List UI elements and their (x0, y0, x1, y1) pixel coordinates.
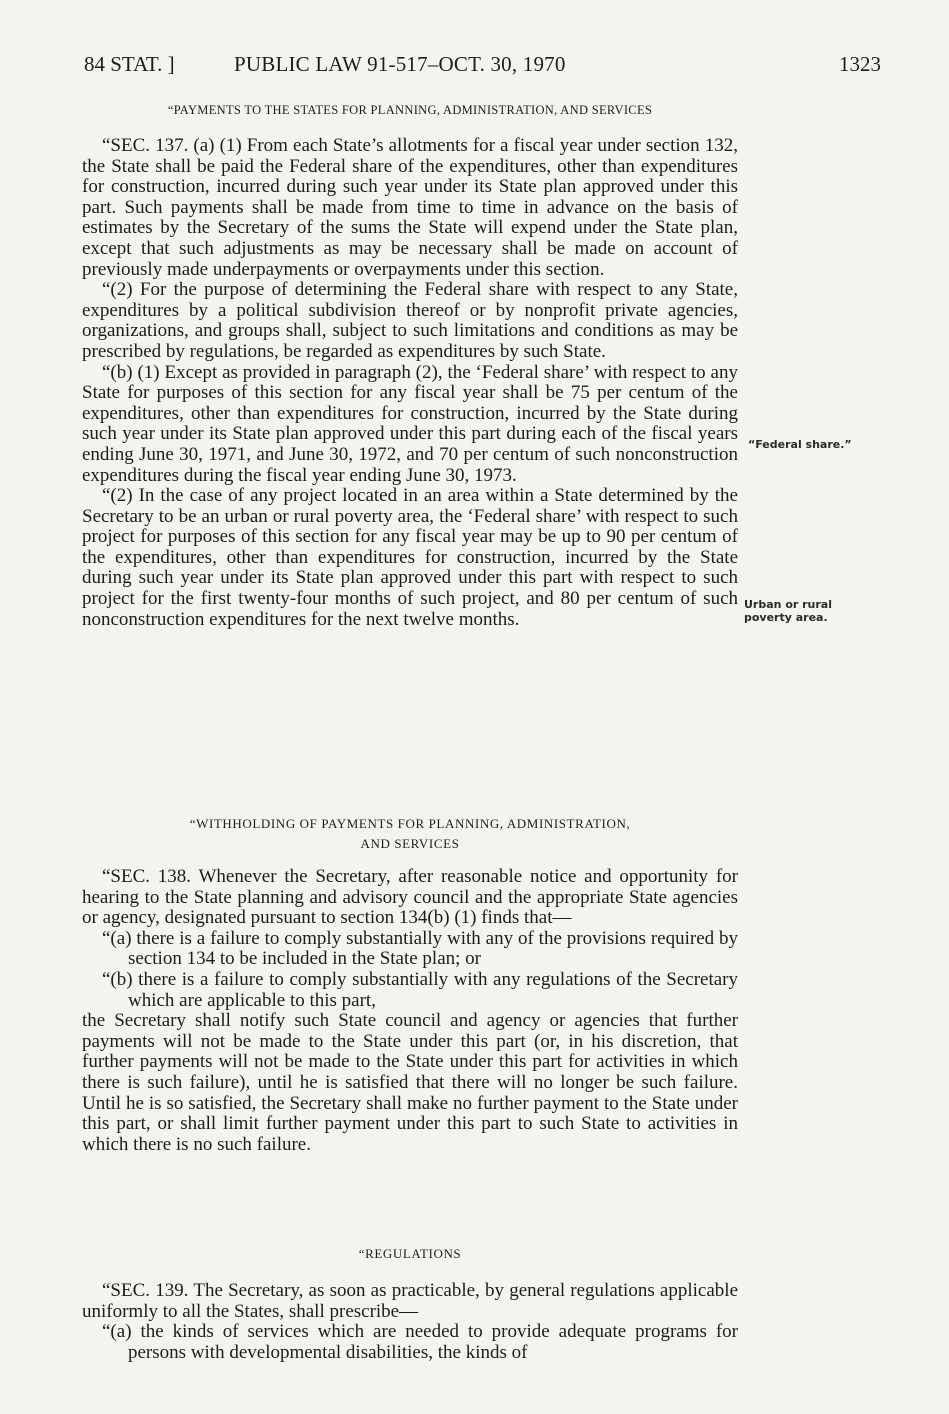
paragraph-139-intro: “SEC. 139. The Secretary, as soon as practicable, by general regulations applicable uniformly to all the States, shall prescribe— (82, 1280, 738, 1322)
paragraph-138-intro: “SEC. 138. Whenever the Secretary, after reasonable notice and opportunity for hearing to the State planning and advisory council and the appropriate State agencies or agency, designated pursuant to section 134(b) (1) finds that— (82, 866, 738, 929)
section-137-heading: “PAYMENTS TO THE STATES FOR PLANNING, ADMINISTRATION, AND SERVICES (167, 103, 653, 117)
paragraph-139-a: “(a) the kinds of services which are needed to provide adequate programs for persons with developmental disabilities, the kinds of (102, 1321, 738, 1363)
paragraph-137-a-2: “(2) For the purpose of determining the Federal share with respect to any State, expenditures by a political subdivision thereof or by nonprofit private agencies, organizations, and groups shall, subject to such limitations and conditions as may be prescribed by regulations, be regarded as expenditures by such State. (82, 279, 738, 362)
section-138-heading-line-1: “WITHHOLDING OF PAYMENTS FOR PLANNING, ADMINISTRATION, (189, 816, 631, 831)
page-number: 1323 (839, 52, 881, 76)
section-138-heading (82, 814, 738, 854)
paragraph-138-rest: the Secretary shall notify such State council and agency or agencies that further payments will not be made to the State under this part (or, in his discretion, that further payments will not be made to the State under this part for activities in which there is such failure), until he is satisfied that there will no longer be such failure. Until he is so satisfied, the Secretary shall make no further payment to the State under this part, or shall limit further payment under this part to such State to activities in which there is no such failure. (82, 1010, 738, 1155)
margin-note-federal-share: “Federal share.” (748, 438, 852, 451)
paragraph-138-b: “(b) there is a failure to comply substantially with any regulations of the Secretary which are applicable to this part, (102, 968, 738, 1011)
section-138-heading-line-2: AND SERVICES (360, 836, 460, 851)
margin-note-poverty-area: Urban or rural poverty area. (744, 598, 832, 624)
section-137-body (82, 136, 738, 630)
paragraph-137-b-2: “(2) In the case of any project located in an area within a State determined by the Secretary to be an urban or rural poverty area, the ‘Federal share’ with respect to such project for purposes of this section for any fiscal year may be up to 90 per centum of the expenditures, other than expenditures for construction, incurred by the State during such year under its State plan approved under this part with respect to such project for the first twenty-four months of such project, and 80 per centum of such nonconstruction expenditures for the next twelve months. (82, 485, 738, 630)
statute-reference: 84 STAT. ] (84, 52, 175, 76)
paragraph-137-b-1: “(b) (1) Except as provided in paragraph (2), the ‘Federal share’ with respect to any State for purposes of this section for any fiscal year shall be 75 per centum of the expenditures, other than expenditures for construction, incurred by the State during such year under its State plan approved under this part during each of the fiscal years ending June 30, 1971, and June 30, 1972, and 70 per centum of such nonconstruction expenditures during the fiscal year ending June 30, 1973. (82, 361, 738, 486)
running-header (84, 52, 881, 82)
section-139-body (82, 1281, 738, 1363)
public-law-title: PUBLIC LAW 91-517–OCT. 30, 1970 (234, 52, 566, 76)
paragraph-138-a: “(a) there is a failure to comply substantially with any of the provisions required by section 134 to be included in the State plan; or (102, 927, 738, 970)
section-138-body (82, 867, 738, 1155)
paragraph-137-a-1: “SEC. 137. (a) (1) From each State’s allotments for a fiscal year under section 132, the State shall be paid the Federal share of the expenditures, other than expenditures for construction, incurred during such year under its State plan approved under this part. Such payments shall be made from time to time in advance on the basis of estimates by the Secretary of the sums the State will expend under the State plan, except that such adjustments as may be necessary shall be made on account of previously made underpayments or overpayments under this section. (82, 135, 738, 280)
section-139-heading: “REGULATIONS (358, 1246, 462, 1261)
